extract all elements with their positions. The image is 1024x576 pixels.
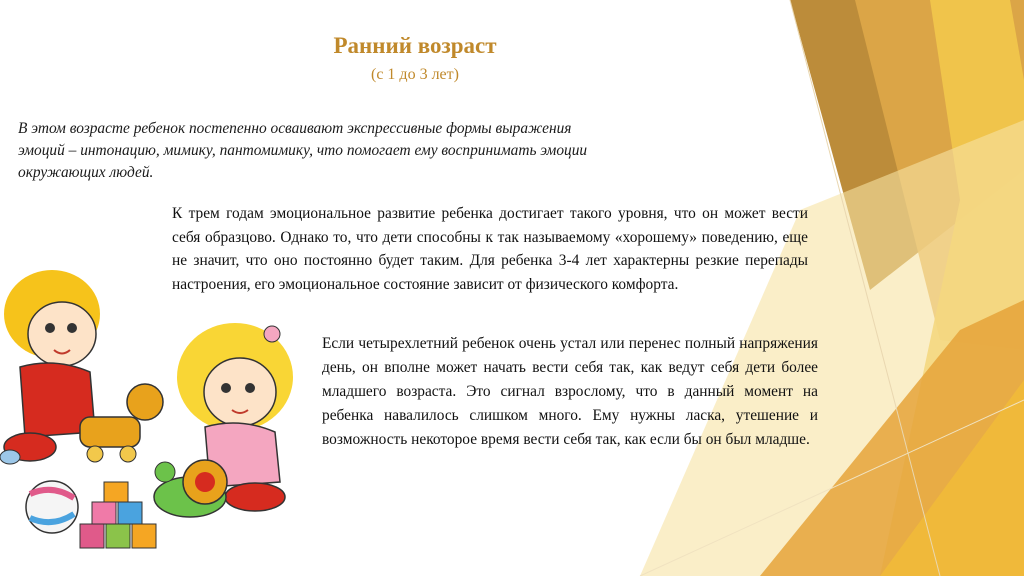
slide-title: Ранний возраст: [333, 33, 497, 58]
children-playing-illustration: [0, 262, 320, 557]
body-paragraph-1: К трем годам эмоциональное развитие ребенка достигает такого уровня, что он может вести себя образцово. Однако то, что дети способны к так называемому «хорошему» поведению, еще не значит, что оно постоянно будет таким. Для ребенка 3-4 лет характерны резкие перепады настроения, его эмоциональное состояние зависит от физического комфорта.: [172, 205, 808, 293]
toy-snail: [154, 460, 227, 517]
body-paragraph-2: Если четырехлетний ребенок очень устал или перенес полный напряжения день, он вполне может начать вести себя так, как ведут себя дети более младшего возраста. Это сигнал взрослому, что в данный момент на ребенка навалилось слишком много. Ему нужны ласка, утешение и возможность некоторое время вести себя так, как если бы он был младше.: [322, 335, 818, 448]
slide-subtitle: (с 1 до 3 лет): [371, 66, 459, 83]
toy-blocks: [80, 482, 156, 548]
intro-paragraph: В этом возрасте ребенок постепенно осваивают экспрессивные формы выражения эмоций – интонацию, мимику, пантомимику, что помогает ему воспринимать эмоции окружающих людей.: [18, 120, 588, 181]
toy-ball: [26, 481, 78, 533]
